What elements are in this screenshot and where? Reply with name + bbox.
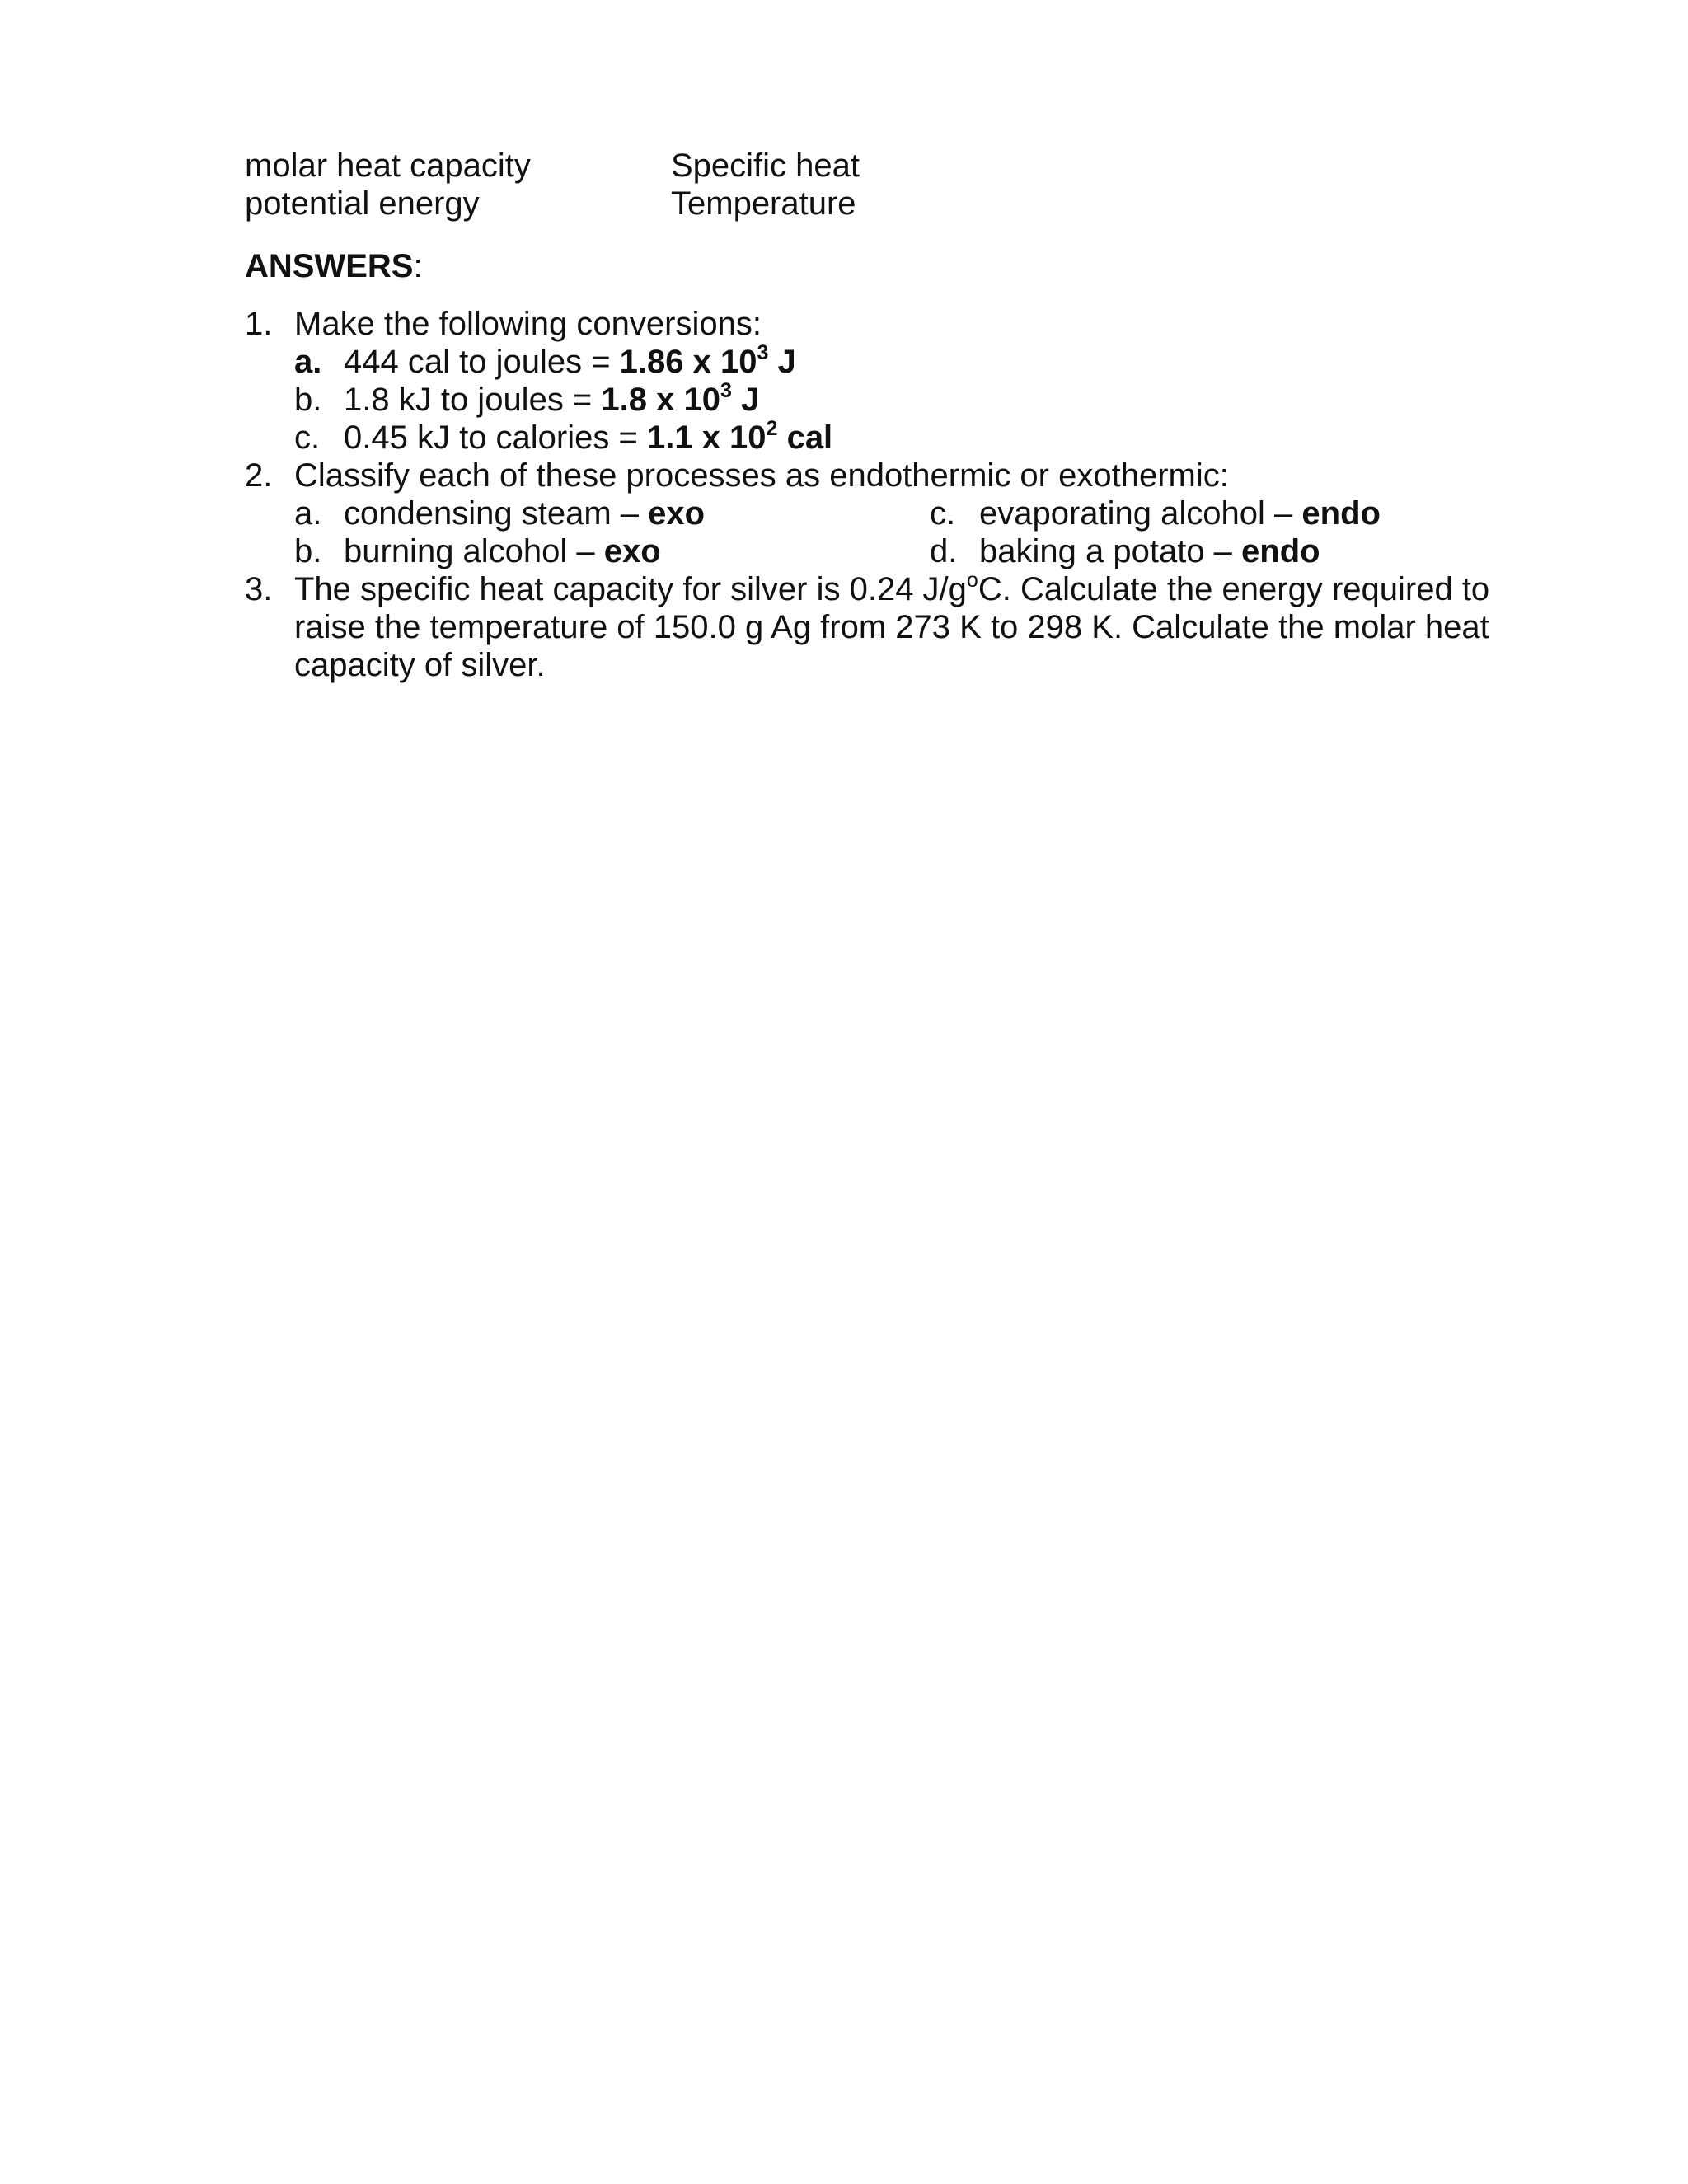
part-letter: a. bbox=[294, 344, 322, 380]
question-3-line-3: capacity of silver. bbox=[294, 647, 546, 683]
question-1 bbox=[245, 305, 762, 343]
question-2-part-b bbox=[294, 532, 661, 570]
part-answer: 1.1 x $10^2$ cal bbox=[646, 416, 833, 456]
question-number: 3. bbox=[245, 571, 273, 607]
part-letter: c. bbox=[930, 495, 956, 532]
question-2-part-a bbox=[294, 494, 705, 532]
answers-heading-colon: : bbox=[413, 248, 423, 284]
part-prompt: evaporating alcohol – bbox=[979, 495, 1302, 532]
question-text: Classify each of these processes as endothermic or exothermic: bbox=[294, 457, 1229, 494]
question-2-part-d bbox=[930, 532, 1320, 570]
part-prompt: 444 cal to joules = bbox=[344, 344, 620, 380]
question-number: 1. bbox=[245, 306, 273, 342]
question-text: Make the following conversions: bbox=[294, 306, 762, 342]
vocab-term: molar heat capacity bbox=[245, 148, 531, 184]
part-answer: endo bbox=[1241, 533, 1320, 569]
question-1-part-b bbox=[294, 378, 760, 419]
part-answer: exo bbox=[603, 533, 661, 569]
part-answer: endo bbox=[1301, 495, 1381, 532]
question-2-part-c bbox=[930, 494, 1381, 532]
question-2 bbox=[245, 457, 1229, 494]
part-answer: 1.86 x $10^3$ J bbox=[619, 340, 796, 380]
vocab-term: Specific heat bbox=[671, 148, 860, 184]
vocab-term: Temperature bbox=[671, 185, 856, 222]
vocab-term: potential energy bbox=[245, 185, 480, 222]
answers-heading-text: ANSWERS bbox=[245, 248, 414, 284]
part-letter: a. bbox=[294, 495, 322, 532]
question-text-line-1: The specific heat capacity for silver is 0.24 J/g bbox=[294, 571, 967, 607]
part-prompt: 0.45 kJ to calories = bbox=[344, 419, 647, 456]
answers-heading bbox=[245, 247, 423, 285]
part-answer: exo bbox=[648, 495, 706, 532]
part-prompt: burning alcohol – bbox=[344, 533, 604, 569]
question-number: 2. bbox=[245, 457, 273, 494]
question-1-part-c bbox=[294, 416, 833, 457]
part-letter: d. bbox=[930, 533, 958, 569]
part-prompt: baking a potato – bbox=[979, 533, 1242, 569]
question-3-line-2: raise the temperature of 150.0 g Ag from 273 K to 298 K. Calculate the molar heat bbox=[294, 609, 1489, 645]
part-letter: b. bbox=[294, 382, 322, 418]
part-answer: 1.8 x $10^3$ J bbox=[601, 378, 760, 418]
question-1-part-a bbox=[294, 340, 796, 381]
part-letter: b. bbox=[294, 533, 322, 569]
degree-symbol: o bbox=[966, 568, 978, 592]
question-text-line-1-tail: C. Calculate the energy required to bbox=[978, 571, 1490, 607]
part-prompt: condensing steam – bbox=[344, 495, 649, 532]
part-prompt: 1.8 kJ to joules = bbox=[344, 382, 602, 418]
part-letter: c. bbox=[294, 419, 321, 456]
question-3 bbox=[245, 570, 1489, 608]
